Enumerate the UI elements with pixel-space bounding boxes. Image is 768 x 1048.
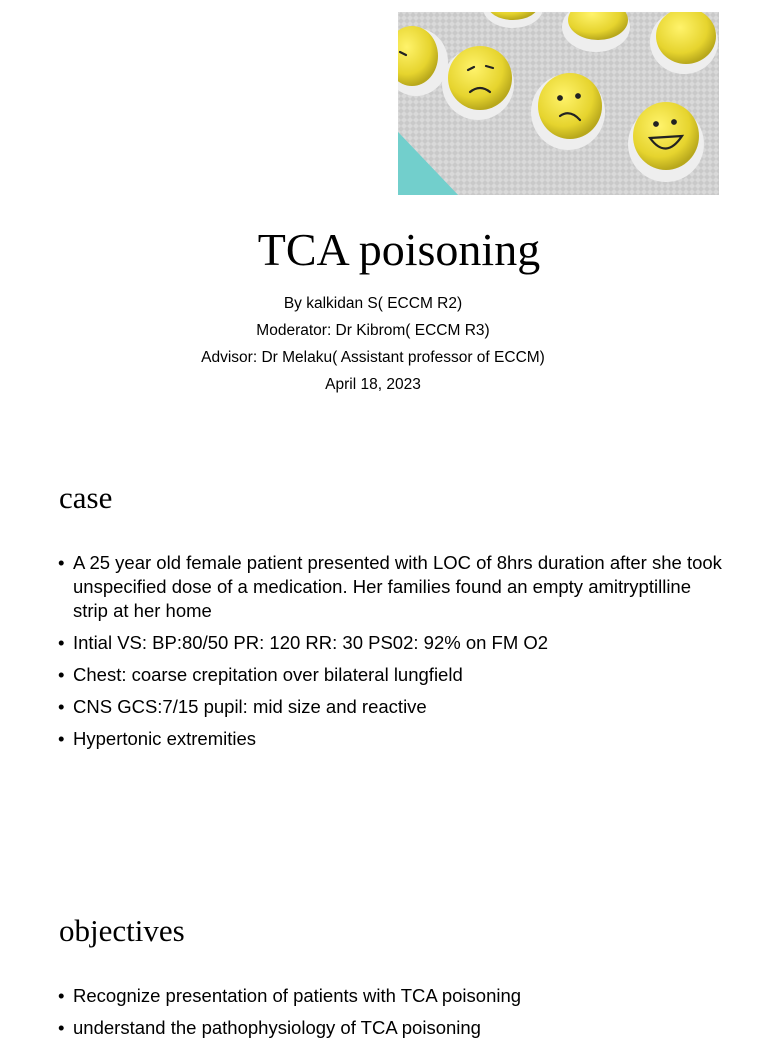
moderator-line: Moderator: Dr Kibrom( ECCM R3) — [256, 322, 490, 339]
byline — [0, 290, 746, 398]
sad-and-happy-pills-blister-image — [398, 12, 719, 195]
list-item: • Recognize presentation of patients with TCA poisoning — [58, 984, 728, 1008]
pills-blister-image — [398, 12, 719, 195]
objectives-bullet-list — [58, 984, 728, 1048]
advisor-line: Advisor: Dr Melaku( Assistant professor of ECCM) — [201, 349, 545, 366]
list-item: • A 25 year old female patient presented with LOC of 8hrs duration after she took unspecified dose of a medication. Her families found an empty amitryptilline strip at her home — [58, 551, 728, 623]
slide-title: TCA poisoning — [257, 224, 541, 275]
author-line: By kalkidan S( ECCM R2) — [283, 295, 463, 312]
list-item: • Hypertonic extremities — [58, 727, 728, 751]
list-item: • Intial VS: BP:80/50 PR: 120 RR: 30 PS02: 92% on FM O2 — [58, 631, 728, 655]
list-item: • CNS GCS:7/15 pupil: mid size and reactive — [58, 695, 728, 719]
objectives-heading: objectives — [59, 913, 185, 948]
case-heading: case — [59, 480, 113, 515]
list-item: • understand the pathophysiology of TCA poisoning — [58, 1016, 728, 1040]
list-item: • Chest: coarse crepitation over bilateral lungfield — [58, 663, 728, 687]
case-bullet-list — [58, 551, 728, 759]
date-line: April 18, 2023 — [325, 376, 421, 393]
